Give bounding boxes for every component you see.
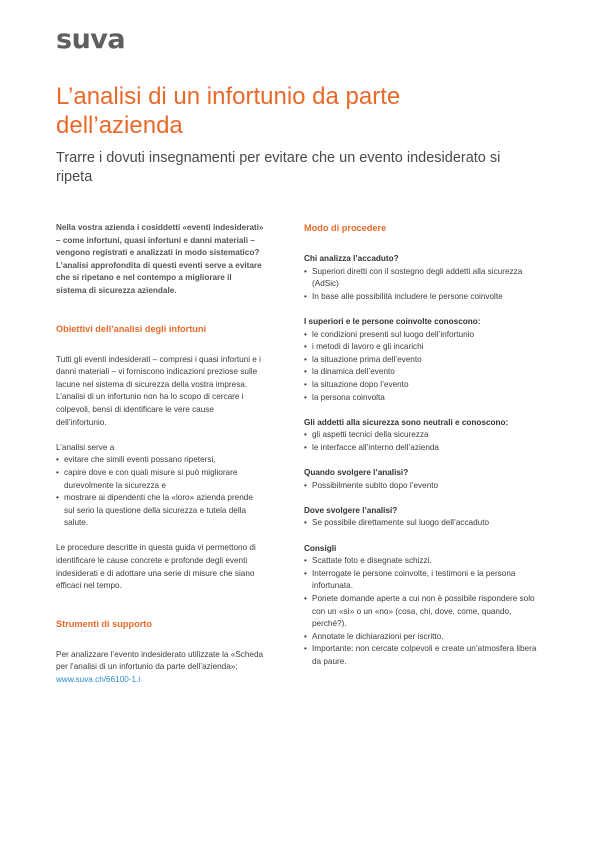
intro-paragraph: Nella vostra azienda i cosiddetti «eventi indesiderati» – come infortuni, quasi infortuni e danni materiali – vengono registrati e analizzati in modo sistematico? L’analisi approfondita di questi eventi serve a evitare che si ripetano e nel contempo a migliorare il sistema di sicurezza aziendale. <box>56 223 264 295</box>
list-item: • gli aspetti tecnici della sicurezza <box>304 429 540 442</box>
procedure-group-when <box>304 467 540 492</box>
list-item: • Possibilmente subito dopo l’evento <box>304 480 540 493</box>
page-title: L’analisi di un infortunio da parte dell’azienda <box>56 83 401 139</box>
objectives-list <box>56 454 264 530</box>
list-item: • Scattate foto e disegnate schizzi. <box>304 555 540 568</box>
left-column <box>56 222 264 687</box>
list-item: • In base alle possibilità includere le persone coinvolte <box>304 291 540 304</box>
list-item: • la persona coinvolta <box>304 392 540 405</box>
tools-link[interactable]: www.suva.ch/66100-1.i <box>56 675 141 685</box>
list-item: • le interfacce all’interno dell’azienda <box>304 442 540 455</box>
list-item: • la situazione prima dell’evento <box>304 354 540 367</box>
objectives-list-intro: L’analisi serve a <box>56 442 115 452</box>
group-title: Dove svolgere l’analisi? <box>304 505 398 515</box>
list-item: • la dinamica dell’evento <box>304 366 540 379</box>
list-item: • i metodi di lavoro e gli incarichi <box>304 341 540 354</box>
procedure-group-safety-officers <box>304 417 540 455</box>
group-title: Chi analizza l’accaduto? <box>304 254 399 263</box>
suva-logo: suva <box>56 24 126 55</box>
tools-paragraph: Per analizzare l’evento indesiderato utilizzate la «Scheda per l’analisi di un infortunio da parte dell’azienda»: <box>56 649 264 672</box>
right-column <box>304 222 540 669</box>
list-item: • Superiori diretti con il sostegno degli addetti alla sicurezza (AdSic) <box>304 266 540 291</box>
group-title: Quando svolgere l’analisi? <box>304 468 409 478</box>
list-item: • Importante: non cercate colpevoli e create un’atmosfera libera da paure. <box>304 643 540 668</box>
group-title: Gli addetti alla sicurezza sono neutrali e conoscono: <box>304 417 509 427</box>
list-item: • le condizioni presenti sul luogo dell’infortunio <box>304 329 540 342</box>
list-item: • mostrare ai dipendenti che la «loro» azienda prende sul serio la questione della sicurezza e tutela della salute. <box>56 492 264 530</box>
procedure-group-supervisors <box>304 316 540 404</box>
group-title: I superiori e le persone coinvolte conoscono: <box>304 316 481 326</box>
page-subtitle: Trarre i dovuti insegnamenti per evitare che un evento indesiderato si ripeta <box>56 150 501 185</box>
list-item: • la situazione dopo l’evento <box>304 379 540 392</box>
list-item: • Interrogate le persone coinvolte, i testimoni e la persona infortunata. <box>304 568 540 593</box>
procedure-heading: Modo di procedere <box>304 223 387 233</box>
procedure-group-tips <box>304 543 540 669</box>
group-title: Consigli <box>304 543 337 553</box>
list-item: • Se possibile direttamente sul luogo dell’accaduto <box>304 517 540 530</box>
list-item: • Ponete domande aperte a cui non è possibile rispondere solo con un «sì» o un «no» (cosa, chi, dove, come, quando, perché?). <box>304 593 540 631</box>
procedure-group-where <box>304 505 540 530</box>
list-item: • evitare che simili eventi possano ripetersi, <box>56 454 264 467</box>
procedures-paragraph: Le procedure descritte in questa guida vi permettono di identificare le cause concrete e profonde degli eventi indesiderati e di adottare una serie di misure che siano efficaci nel tempo. <box>56 543 256 591</box>
list-item: • capire dove e con quali misure si può migliorare durevolmente la sicurezza e <box>56 467 264 492</box>
tools-heading: Strumenti di supporto <box>56 618 152 629</box>
objectives-heading: Obiettivi dell’analisi degli infortuni <box>56 323 207 334</box>
objectives-paragraph: Tutti gli eventi indesiderati – compresi i quasi infortuni e i danni materiali – vi forniscono indicazioni preziose sulle lacune nel sistema di sicurezza della vostra impresa. L’analisi di un infortunio non ha lo scopo di cercare i colpevoli, bensì di identificare le vere cause dell’infortunio. <box>56 354 261 427</box>
list-item: • Annotate le dichiarazioni per iscritto. <box>304 631 540 644</box>
procedure-group-who <box>304 253 540 303</box>
